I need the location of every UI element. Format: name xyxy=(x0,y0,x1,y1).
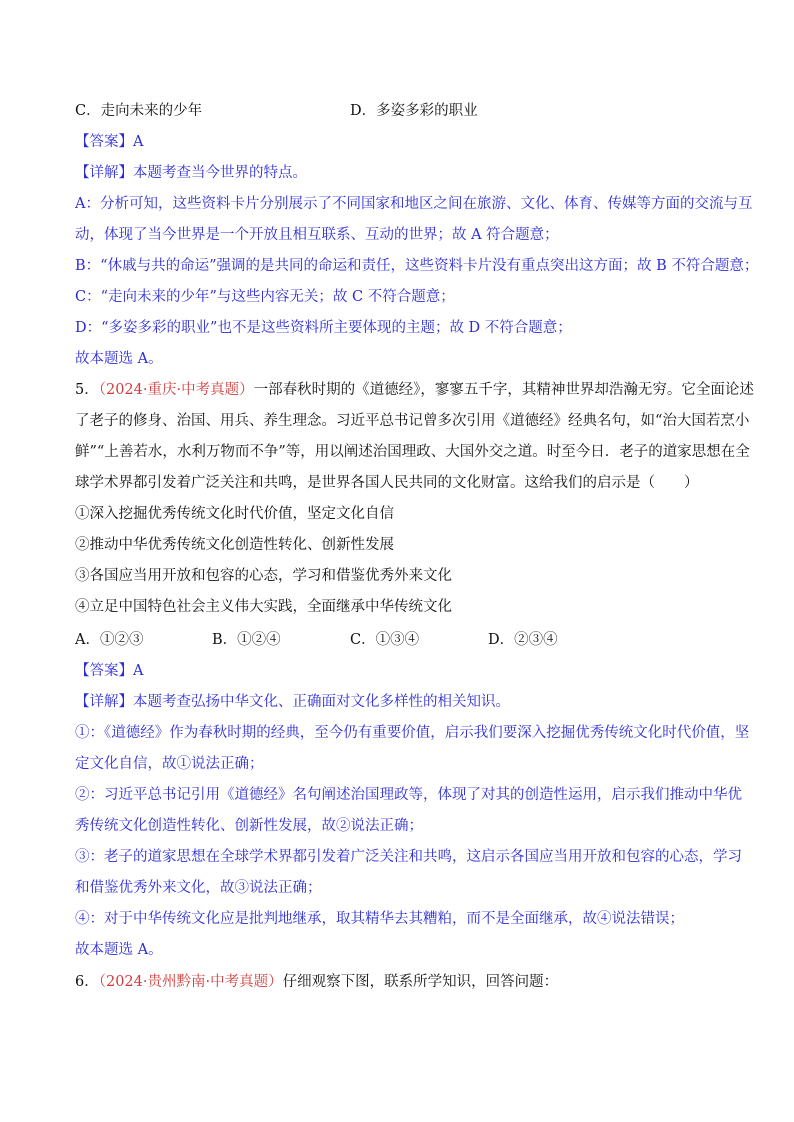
q5-answer xyxy=(75,661,143,681)
detail-intro: 本题考查弘扬中华文化、正确面对文化多样性的相关知识。 xyxy=(133,694,510,710)
q5-statement: ②推动中华优秀传统文化创造性转化、创新性发展 xyxy=(75,537,394,553)
q5-detail xyxy=(75,692,510,712)
q5-stem-line: 了老子的修身、治国、用兵、养生理念。习近平总书记曾多次引用《道德经》经典名句，如“治大国若烹小 xyxy=(75,413,750,429)
detail-label: 【详解】 xyxy=(75,165,133,181)
q5-explanation-line: ④：对于中华传统文化应是批判地继承，取其精华去其糟粕，而不是全面继承，故④说法错误； xyxy=(75,911,684,927)
q4-detail xyxy=(75,163,307,183)
q5-option-c: C．①③④ xyxy=(350,632,420,648)
q5-statement: ③各国应当用开放和包容的心态，学习和借鉴优秀外来文化 xyxy=(75,568,452,584)
q4-explanation-line: 动，体现了当今世界是一个开放且相互联系、互动的世界；故 A 符合题意； xyxy=(75,227,559,243)
q4-explanation-line: D：“多姿多彩的职业”也不是这些资料所主要体现的主题；故 D 不符合题意； xyxy=(75,320,572,336)
q5-explanation-line: 定文化自信，故①说法正确； xyxy=(75,756,264,772)
q5-explanation-line: ①：《道德经》作为春秋时期的经典，至今仍有重要价值，启示我们要深入挖掘优秀传统文化时代价值，坚 xyxy=(75,725,750,741)
answer-value: A xyxy=(133,134,144,150)
q5-option-d: D．②③④ xyxy=(488,632,558,648)
q5-explanation-line: ②：习近平总书记引用《道德经》名句阐述治国理政等，体现了对其的创造性运用，启示我们推动中华优 xyxy=(75,787,742,803)
question-number: 6． xyxy=(75,974,99,990)
q5-stem-line: 球学术界都引发着广泛关注和共鸣，是世界各国人民共同的文化财富。这给我们的启示是（ ） xyxy=(75,475,699,491)
q4-explanation-line: A：分析可知，这些资料卡片分别展示了不同国家和地区之间在旅游、文化、体育、传媒等方面的交流与互 xyxy=(75,196,753,212)
q5-option-a: A．①②③ xyxy=(75,632,144,648)
answer-label: 【答案】 xyxy=(75,134,133,150)
q5-stem-line: 鲜”“上善若水，水利万物而不争”等，用以阐述治国理政、大国外交之道。时至今日．老子的道家思想在全 xyxy=(75,444,750,460)
q4-answer xyxy=(75,132,143,152)
q5-option-b: B．①②④ xyxy=(212,632,281,648)
q4-explanation-line: B：“休戚与共的命运”强调的是共同的命运和责任，这些资料卡片没有重点突出这方面；故 B 不符合题意； xyxy=(75,258,759,274)
q4-option-d: D．多姿多彩的职业 xyxy=(350,103,478,119)
q5-stem-line xyxy=(75,380,754,400)
question-number: 5． xyxy=(75,382,99,398)
question-source: （2024·贵州黔南·中考真题） xyxy=(98,974,283,990)
q4-option-c: C．走向未来的少年 xyxy=(75,103,203,119)
q5-explanation-line: 故本题选 A。 xyxy=(75,942,163,958)
q6-stem-line xyxy=(75,972,558,992)
q5-explanation-line: 秀传统文化创造性转化、创新性发展，故②说法正确； xyxy=(75,818,423,834)
q6-stem-text: 仔细观察下图，联系所学知识，回答问题： xyxy=(282,974,559,990)
q5-explanation-line: 和借鉴优秀外来文化，故③说法正确； xyxy=(75,880,322,896)
q4-explanation-line: C：“走向未来的少年”与这些内容无关；故 C 不符合题意； xyxy=(75,289,455,305)
question-source: （2024·重庆·中考真题） xyxy=(98,382,254,398)
q5-stem-text: 一部春秋时期的《道德经》，寥寥五千字，其精神世界却浩瀚无穷。它全面论述 xyxy=(253,382,754,398)
answer-label: 【答案】 xyxy=(75,663,133,679)
q5-statement: ④立足中国特色社会主义伟大实践，全面继承中华传统文化 xyxy=(75,599,452,615)
detail-intro: 本题考查当今世界的特点。 xyxy=(133,165,307,181)
q5-statement: ①深入挖掘优秀传统文化时代价值，坚定文化自信 xyxy=(75,506,394,522)
q5-explanation-line: ③：老子的道家思想在全球学术界都引发着广泛关注和共鸣，这启示各国应当用开放和包容的心态，学习 xyxy=(75,849,742,865)
detail-label: 【详解】 xyxy=(75,694,133,710)
answer-value: A xyxy=(133,663,144,679)
q4-explanation-line: 故本题选 A。 xyxy=(75,351,163,367)
